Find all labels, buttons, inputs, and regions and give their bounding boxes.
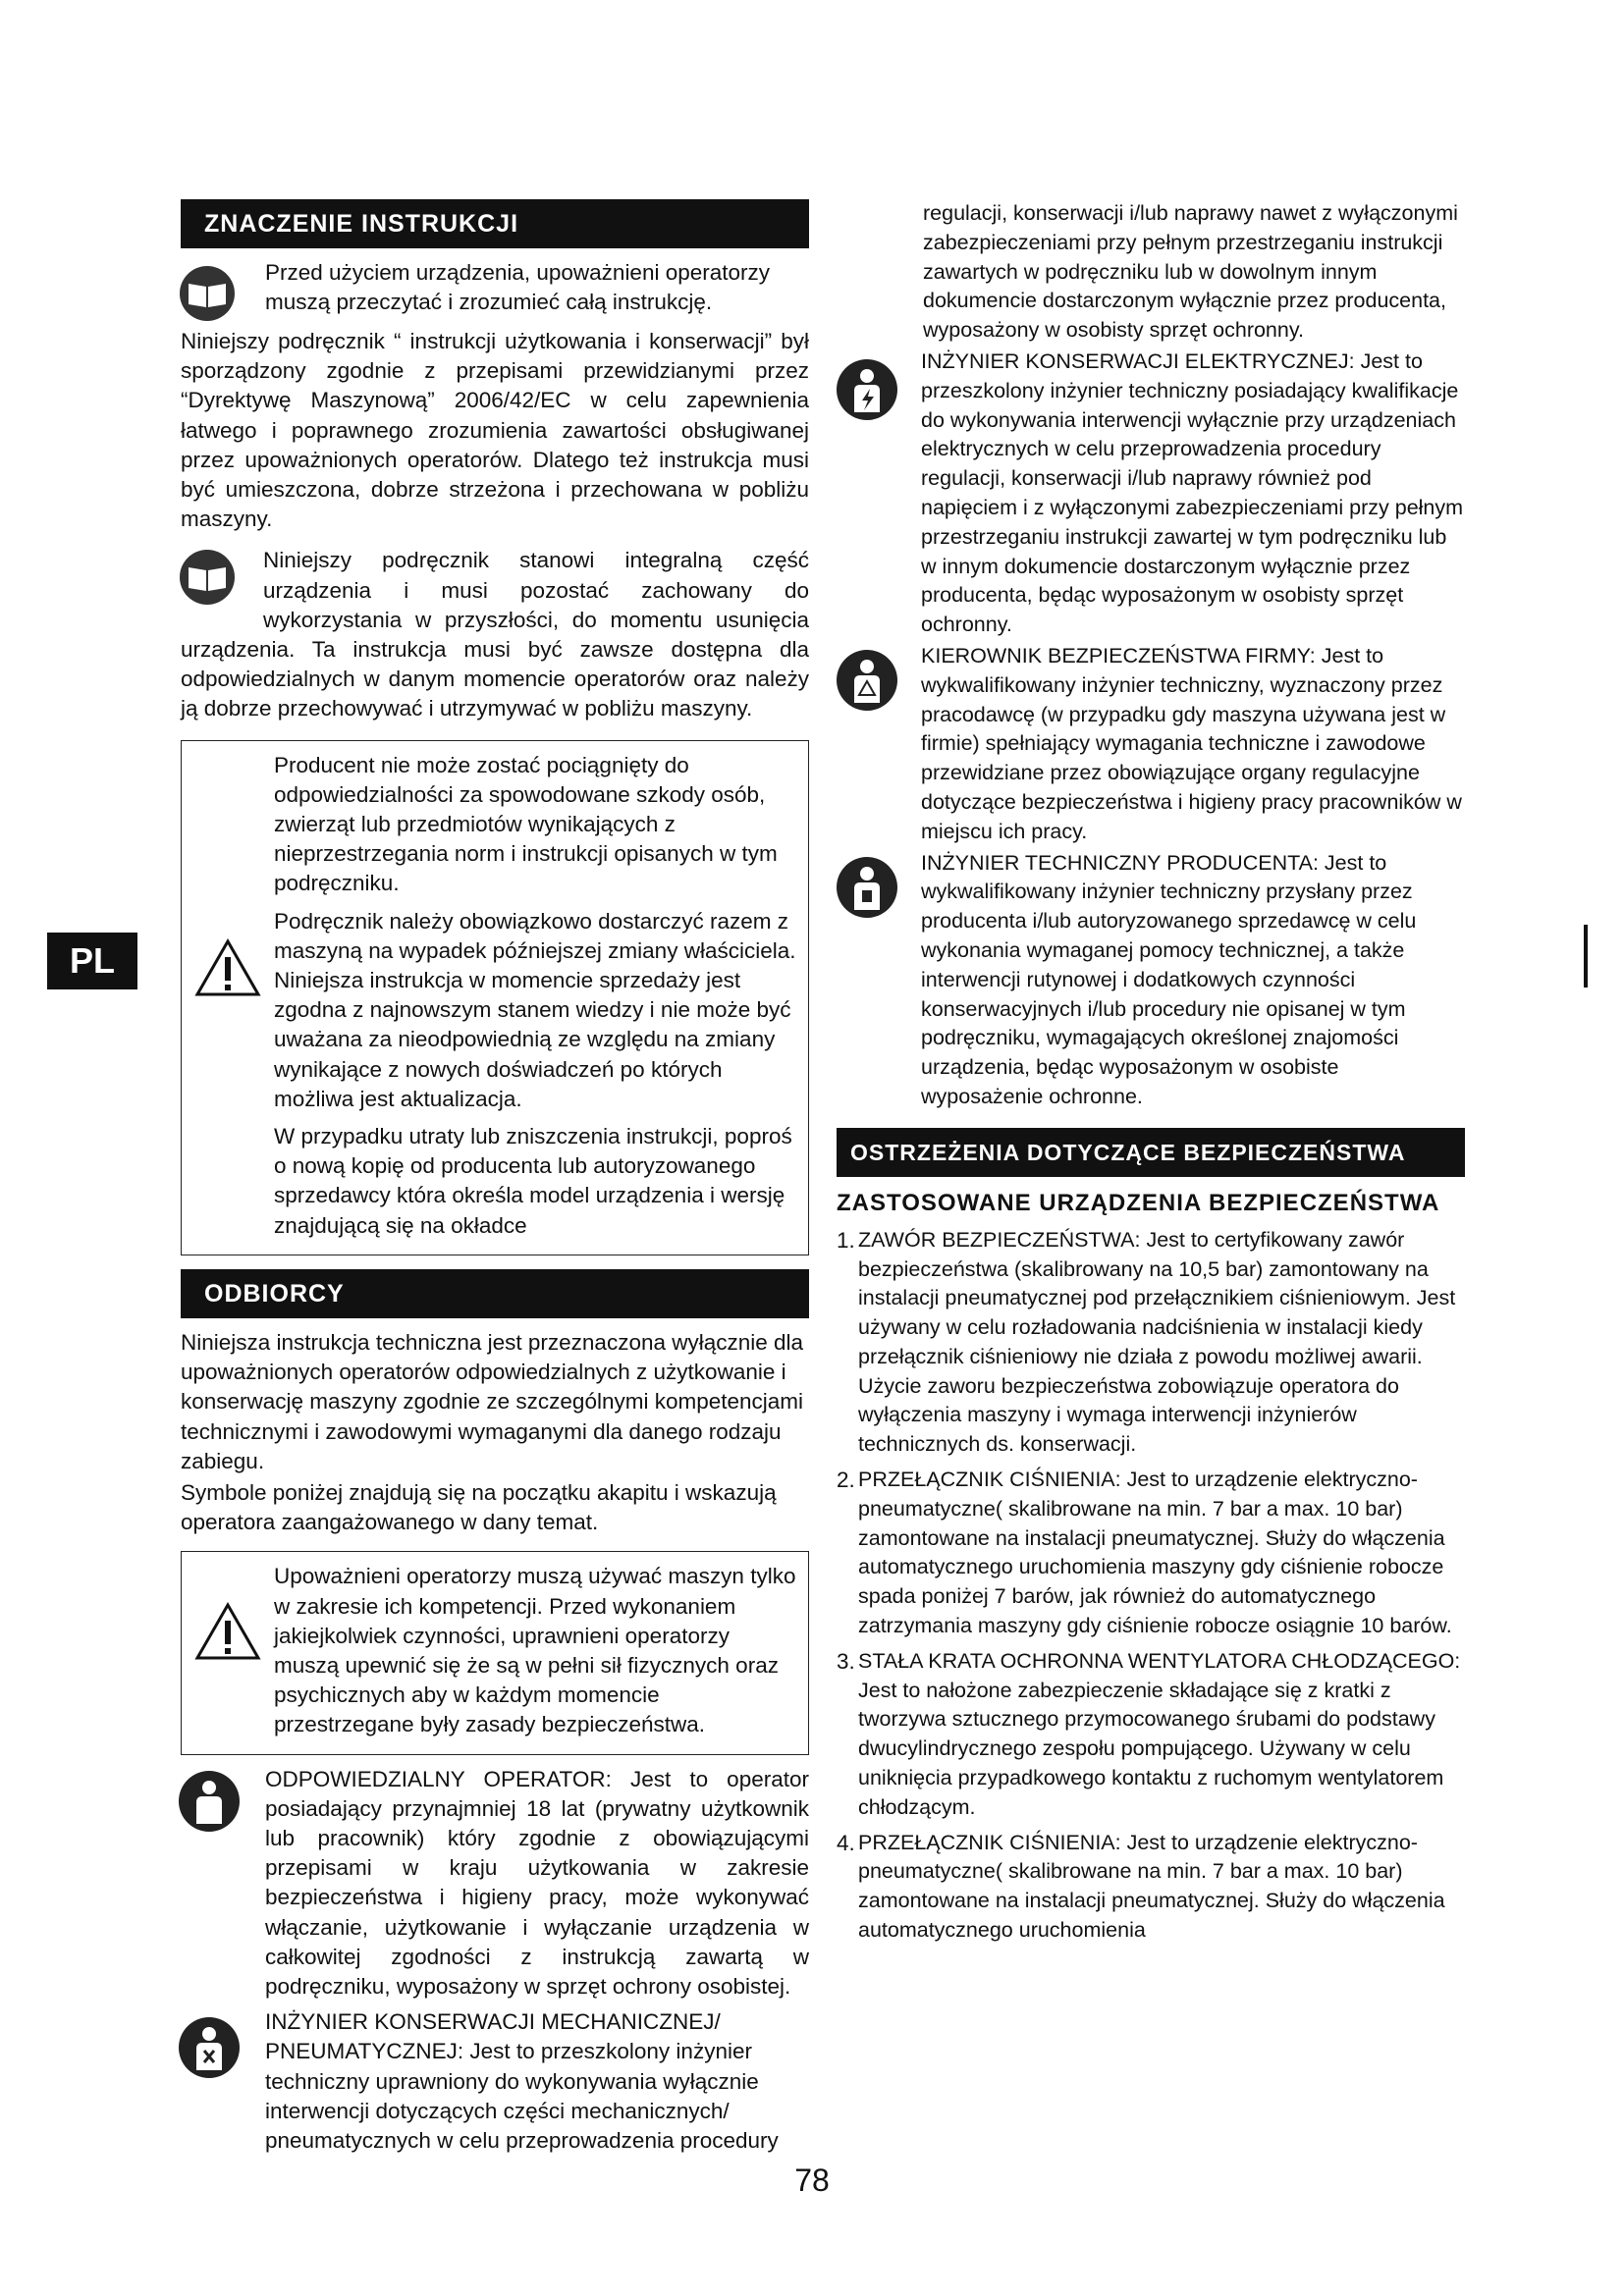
operator-text: ODPOWIEDZIALNY OPERATOR: Jest to operator posiadający przynajmniej 18 lat (prywatny użytkownik lub pracownik) który zgodnie z obowiązującymi przepisami w kraju użytkowania w zakresie bezpieczeństwa i higieny pracy, może wykonywać włączanie, użytkowanie i wyłączanie urządzenia w całkowitej zgodności z instrukcją zawartą w podręczniku, wyposażony w sprzęt ochrony osobistej. (265, 1766, 809, 1999)
operator-person-icon (177, 1769, 242, 1834)
list-item (837, 1226, 1465, 1460)
manufacturer-engineer-text: INŻYNIER TECHNICZNY PRODUCENTA: Jest to wykwalifikowany inżynier techniczny przysłany przez producenta i/lub autoryzowanego sprzedawcę w celu wykonania wymaganej pomocy technicznej, a także interwencji rutynowej i dodatkowych czynności konserwacyjnych i/lub procedury nie opisanej w tym podręczniku, wymagających określonej znajomości urządzenia, będąc wyposażonym w osobiste wyposażenie ochronne. (921, 850, 1417, 1108)
electrical-engineer-text: INŻYNIER KONSERWACJI ELEKTRYCZNEJ: Jest to przeszkolony inżynier techniczny posiadający kwalifikacje do wykonywania interwencji wyłącznie przy urządzeniach elektrycznych w celu przeprowadzenia procedury regulacji, konserwacji i/lub naprawy również pod napięciem i z wyłączonymi zabezpieczeniami przy pełnym przestrzeganiu instrukcji zawartej w tym podręczniku lub w innym dokumencie dostarczonym wyłącznie przez producenta, będąc wyposażonym w osobisty sprzęt ochronny. (921, 348, 1464, 637)
warning-icon (193, 1601, 262, 1662)
read-manual-note (181, 258, 809, 323)
list-item-text: PRZEŁĄCZNIK CIŚNIENIA: Jest to urządzenie elektryczno- pneumatyczne( skalibrowane na min. 7 bar a max. 10 bar) zamontowane na instalacji pneumatycznej. Służy do włączenia automatycznego uruchomienia (858, 1830, 1445, 1943)
mechanical-engineer-text-continued: regulacji, konserwacji i/lub naprawy nawet z wyłączonymi zabezpieczeniami przy pełnym przestrzeganiu instrukcji zawartych w podręczniku lub w dowolnym innym dokumencie dostarczonym wyłącznie przez producenta, wyposażony w osobisty sprzęt ochronny. (923, 201, 1458, 343)
book-icon (177, 548, 238, 607)
paragraph-recipients: Niniejsza instrukcja techniczna jest przeznaczona wyłącznie dla upoważnionych operatorów odpowiedzialnych z użytkowanie i konserwację maszyny zgodnie ze szczególnymi kompetencjami technicznymi i zawodowymi wymaganymi dla danego rodzaju zabiegu. (181, 1329, 804, 1473)
section-heading-instruction-meaning: ZNACZENIE INSTRUKCJI (181, 199, 809, 248)
paragraph-manual-purpose: Niniejszy podręcznik “ instrukcji użytkowania i konserwacji” był sporządzony zgodnie z przepisami przewidzianymi przez “Dyrektywę Maszynową” 2006/42/EC w celu zapewnienia łatwego i poprawnego zrozumienia zawartości obsługiwanej przez upoważnionych operatorów. Dlatego też instrukcja musi być umieszczona, dobrze strzeżona i przechowana w pobliżu maszyny. (181, 329, 809, 532)
manual-integral-text: Niniejszy podręcznik stanowi integralną część urządzenia i musi pozostać zachowany do wykorzystania w przyszłości, do momentu usunięcia urządzenia. Ta instrukcja musi być zawsze dostępna dla odpowiedzialnych w danym momencie operatorów oraz należy ją dobrze przechowywać i utrzymywać w pobliżu maszyny. (181, 548, 809, 721)
liability-notice-box (181, 740, 809, 1255)
mechanical-engineer-definition (181, 2007, 809, 2156)
operator-definition (181, 1765, 809, 2002)
language-tab-pl: PL (47, 933, 137, 989)
paragraph-symbols: Symbole poniżej znajdują się na początku akapitu i wskazują operatora zaangażowanego w dany temat. (181, 1479, 777, 1535)
section-heading-recipients: ODBIORCY (181, 1269, 809, 1318)
manual-integral-note (181, 546, 809, 723)
electrical-engineer-definition (837, 347, 1465, 640)
competence-warning-box (181, 1551, 809, 1754)
safety-devices-list (837, 1226, 1465, 1946)
book-icon-container (181, 258, 265, 323)
manufacturer-engineer-icon (835, 855, 899, 920)
mechanical-engineer-icon (177, 2015, 242, 2080)
list-item-text: STAŁA KRATA OCHRONNA WENTYLATORA CHŁODZĄCEGO: Jest to nałożone zabezpieczenie składające się z kratki z tworzywa sztucznego przymocowanego śrubami do podstawy dwucylindrycznego zespołu pompującego. Używany w celu uniknięcia przypadkowego kontaktu z ruchomym wentylatorem chłodzącym. (858, 1648, 1461, 1819)
liability-paragraph: Producent nie może zostać pociągnięty do odpowiedzialności za spowodowane szkody osób, zwierząt lub przedmiotów wynikających z nieprzestrzegania norm i instrukcji opisanych w tym podręczniku. (274, 752, 778, 896)
read-manual-text: Przed użyciem urządzenia, upoważnieni operatorzy muszą przeczytać i zrozumieć całą instrukcję. (265, 260, 771, 315)
right-column (837, 199, 1465, 1951)
lost-manual-paragraph: W przypadku utraty lub zniszczenia instrukcji, poproś o nową kopię od producenta lub autoryzowanego sprzedawcy która określa model urządzenia i wersję znajdującą się na okładce (274, 1124, 792, 1238)
electrical-engineer-icon (835, 357, 899, 422)
list-item-number: 3. (837, 1648, 855, 1674)
list-item-number: 2. (837, 1468, 855, 1493)
ownership-transfer-paragraph: Podręcznik należy obowiązkowo dostarczyć razem z maszyną na wypadek późniejszej zmiany właściciela. Niniejsza instrukcja w momencie sprzedaży jest zgodna z najnowszym stanem wiedzy i nie może być uważana za nieodpowiednią ze względu na zmiany wynikające z nowych doświadczeń po których możliwa jest aktualizacja. (274, 908, 796, 1111)
mechanical-engineer-text: INŻYNIER KONSERWACJI MECHANICZNEJ/ PNEUMATYCZNEJ: Jest to przeszkolony inżynier techniczny uprawniony do wykonywania wyłącznie interwencji dotyczących części mechanicznych/ pneumatycznych w celu przeprowadzenia procedury (265, 2009, 779, 2153)
manufacturer-engineer-definition (837, 849, 1465, 1112)
list-item (837, 1466, 1465, 1641)
subheading-safety-devices: ZASTOSOWANE URZĄDZENIA BEZPIECZEŃSTWA (837, 1189, 1440, 1216)
book-icon (177, 264, 238, 323)
left-column (181, 199, 809, 2156)
competence-warning-text: Upoważnieni operatorzy muszą używać maszyn tylko w zakresie ich kompetencji. Przed wykonaniem jakiejkolwiek czynności, uprawnieni operatorzy muszą upewnić się że są w pełni sił fizycznych oraz psychicznych aby w każdym momencie przestrzegane były zasady bezpieczeństwa. (274, 1564, 796, 1737)
section-heading-safety-warnings: OSTRZEŻENIA DOTYCZĄCE BEZPIECZEŃSTWA (837, 1128, 1465, 1177)
page-edge-mark (1584, 925, 1588, 988)
safety-manager-icon (835, 648, 899, 713)
list-item (837, 1829, 1465, 1946)
safety-manager-text: KIEROWNIK BEZPIECZEŃSTWA FIRMY: Jest to wykwalifikowany inżynier techniczny, wyznaczony przez pracodawcę (w przypadku gdy maszyna używana jest w firmie) spełniający wymagania techniczne i zawodowe przewidziane przez obowiązujące organy regulacyjne dotyczące bezpieczeństwa i higieny pracy pracowników w miejscu ich pracy. (921, 643, 1462, 843)
safety-manager-definition (837, 642, 1465, 847)
warning-icon (193, 937, 262, 998)
list-item-number: 4. (837, 1830, 855, 1855)
list-item (837, 1647, 1465, 1823)
list-item-text: PRZEŁĄCZNIK CIŚNIENIA: Jest to urządzenie elektryczno- pneumatyczne( skalibrowane na min. 7 bar a max. 10 bar) zamontowane na instalacji pneumatycznej. Służy do włączenia automatycznego uruchomienia maszyny gdy ciśnienie robocze spada poniżej 7 barów, jak również do automatycznego zatrzymania maszyny gdy ciśnienie robocze osiągnie 10 barów. (858, 1468, 1452, 1638)
page-number: 78 (794, 2163, 830, 2198)
list-item-text: ZAWÓR BEZPIECZEŃSTWA: Jest to certyfikowany zawór bezpieczeństwa (skalibrowany na 10,5 bar) zamontowany na instalacji pneumatycznej pod przełącznikiem ciśnieniowym. Jest używany w celu rozładowania nadciśnienia w instalacji kiedy przełącznik ciśnieniowy nie działa z powodu możliwej awarii. Użycie zaworu bezpieczeństwa zobowiązuje operatora do wyłączenia maszyny i wymaga interwencji inżynierów technicznych ds. konserwacji. (858, 1227, 1456, 1457)
list-item-number: 1. (837, 1227, 855, 1253)
